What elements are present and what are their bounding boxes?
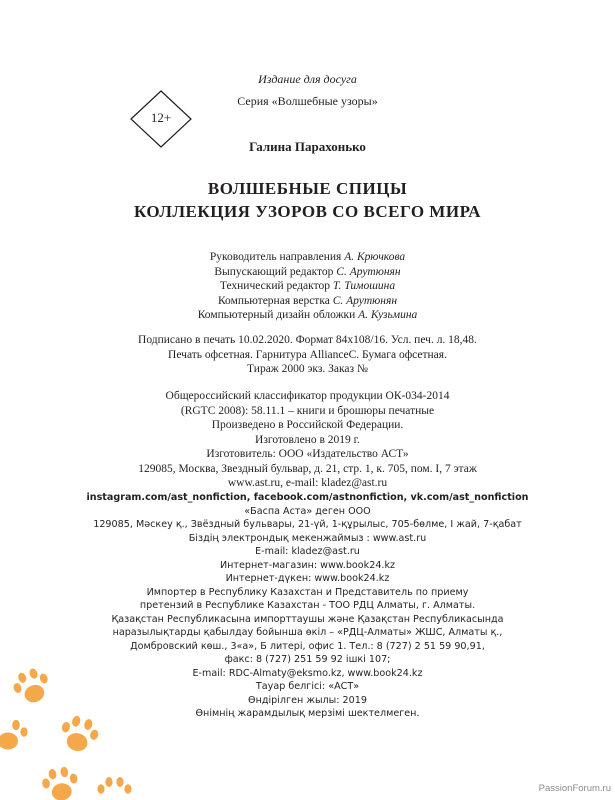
print-info-line: Печать офсетная. Гарнитура AllianceC. Бумага офсетная.	[168, 348, 447, 361]
paw-print-icon	[10, 665, 54, 709]
kz-info-line: факс: 8 (727) 251 59 92 ішкі 107;	[224, 654, 391, 665]
print-info-line: Тираж 2000 экз. Заказ №	[247, 363, 368, 375]
edition-note: Издание для досуга	[258, 72, 357, 86]
credit-line: Компьютерный дизайн обложки А. Кузьмина	[197, 309, 418, 321]
paw-print-icon	[56, 712, 102, 758]
kz-info-line: Біздің электрондық мекенжаймыз : www.ast.ru	[188, 532, 427, 544]
author-name: Галина Парахонько	[249, 139, 366, 154]
publisher-info-line: Изготовитель: ООО «Издательство АСТ»	[206, 448, 409, 460]
publisher-info-line: Произведено в Российской Федерации.	[211, 419, 404, 431]
kz-info-line: Тауар белгісі: «АСТ»	[255, 681, 360, 692]
kz-info-line: «Баспа Аста» деген ООО	[244, 505, 371, 517]
kz-info-line: Интернет-дүкен: www.book24.kz	[225, 573, 390, 584]
credit-line: Руководитель направления А. Крючкова	[209, 251, 406, 263]
social-links-line: instagram.com/ast_nonfiction, facebook.com/astnonfiction, vk.com/ast_nonfiction	[86, 492, 529, 503]
credit-line: Компьютерная верстка С. Арутюнян	[217, 294, 398, 307]
credit-line: Выпускающий редактор С. Арутюнян	[214, 265, 401, 278]
kz-info-line: E-mail: RDC-Almaty@eksmo.kz, www.book24.kz	[192, 667, 423, 679]
publisher-info-line: (RGTC 2008): 58.11.1 – книги и брошюры печатные	[180, 404, 435, 417]
book-title-line1: ВОЛШЕБНЫЕ СПИЦЫ	[207, 179, 408, 198]
publisher-info-line: 129085, Москва, Звездный бульвар, д. 21, стр. 1, к. 705, пом. I, 7 этаж	[138, 462, 477, 475]
kz-info-line: претензий в Республике Казахстан - ТОО РДЦ Алматы, г. Алматы.	[139, 600, 476, 611]
credit-line: Технический редактор Т. Тимошина	[219, 280, 396, 292]
kz-info-line: Өнімнің жарамдылық мерзімі шектелмеген.	[195, 708, 420, 719]
kz-info-line: Интернет-магазин: www.book24.kz	[219, 559, 396, 571]
kz-info-line: 129085, Мәскеу қ., Звёздный бульвары, 21-үй, 1-құрылыс, 705-бөлме, I жай, 7-қабат	[93, 519, 522, 530]
series-name: Серия «Волшебные узоры»	[237, 94, 378, 108]
kz-info-line: Домбровский көш., 3«а», Б литері, офис 1. Тел.: 8 (727) 2 51 59 90,91,	[130, 640, 485, 652]
publisher-info-line: Изготовлено в 2019 г.	[255, 433, 360, 446]
watermark: PassionForum.ru	[538, 783, 611, 794]
print-info-line: Подписано в печать 10.02.2020. Формат 84x108/16. Усл. печ. л. 18,48.	[138, 334, 477, 346]
publisher-info-line: www.ast.ru, e-mail: kladez@ast.ru	[227, 477, 388, 489]
kz-info-line: наразылықтарды қабылдау бойынша өкіл – «РДЦ-Алматы» ЖШС, Алматы қ.,	[112, 627, 503, 638]
kz-info-line: Импортер в Республику Казахстан и Представитель по приему	[146, 586, 469, 598]
paw-print-icon	[94, 775, 134, 800]
kz-info-line: Өндірілген жылы: 2019	[248, 694, 367, 706]
age-rating-label: 12+	[150, 110, 172, 125]
book-title-line2: КОЛЛЕКЦИЯ УЗОРОВ СО ВСЕГО МИРА	[133, 202, 482, 221]
kz-info-line: Қазақстан Республикасына импорттаушы және Қазақстан Республикасында	[111, 613, 504, 625]
print-info-block	[0, 333, 615, 377]
publisher-info-block	[0, 389, 615, 491]
paw-print-icon	[0, 715, 30, 755]
kz-info-line: E-mail: kladez@ast.ru	[255, 546, 360, 557]
credits-block	[0, 250, 615, 323]
kazakhstan-info-block	[0, 491, 615, 721]
paw-print-icon	[38, 760, 82, 800]
publisher-info-line: Общероссийский классификатор продукции ОК-034-2014	[165, 390, 450, 402]
